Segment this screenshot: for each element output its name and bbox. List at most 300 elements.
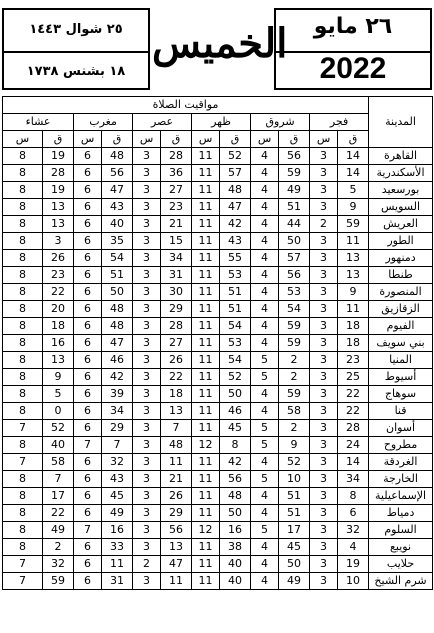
hours-cell: 3 (310, 454, 338, 471)
hours-cell: 3 (310, 352, 338, 369)
minutes-cell: 11 (338, 301, 369, 318)
minutes-cell: 51 (220, 301, 251, 318)
hours-cell: 5 (251, 352, 279, 369)
hours-cell: 3 (310, 199, 338, 216)
minutes-cell: 28 (161, 148, 192, 165)
minutes-cell: 43 (220, 233, 251, 250)
minutes-cell: 48 (220, 488, 251, 505)
table-row (3, 165, 433, 182)
minutes-cell: 42 (220, 216, 251, 233)
hours-cell: 11 (192, 386, 220, 403)
hours-cell: 6 (74, 369, 102, 386)
hours-cell: 3 (310, 267, 338, 284)
table-row (3, 318, 433, 335)
header (2, 2, 432, 92)
minutes-cell: 58 (279, 403, 310, 420)
city-name: قنا (369, 403, 433, 420)
minutes-cell: 56 (102, 165, 133, 182)
minutes-cell: 52 (220, 148, 251, 165)
table-row (3, 556, 433, 573)
table-row (3, 301, 433, 318)
hours-cell: 4 (251, 335, 279, 352)
minutes-cell: 17 (279, 522, 310, 539)
minutes-cell: 10 (338, 573, 369, 590)
hours-cell: 3 (133, 165, 161, 182)
prayer-header-maghrib: مغرب (74, 114, 133, 131)
hours-cell: 8 (3, 250, 43, 267)
hours-cell: 7 (3, 556, 43, 573)
minutes-cell: 29 (161, 505, 192, 522)
minutes-cell: 10 (279, 471, 310, 488)
minutes-cell: 5 (338, 182, 369, 199)
minutes-cell: 51 (279, 488, 310, 505)
city-name: الطور (369, 233, 433, 250)
hours-label: س (310, 131, 338, 148)
hours-cell: 4 (251, 284, 279, 301)
hours-cell: 8 (3, 369, 43, 386)
minutes-cell: 52 (279, 454, 310, 471)
table-row (3, 199, 433, 216)
minutes-cell: 18 (161, 386, 192, 403)
minutes-cell: 52 (220, 369, 251, 386)
hours-cell: 3 (310, 556, 338, 573)
minutes-cell: 19 (338, 556, 369, 573)
minutes-cell: 14 (338, 148, 369, 165)
minutes-cell: 42 (102, 369, 133, 386)
table-title: مواقيت الصلاة (3, 97, 369, 114)
minutes-cell: 34 (102, 403, 133, 420)
hours-cell: 11 (192, 352, 220, 369)
hours-cell: 3 (133, 488, 161, 505)
minutes-cell: 57 (279, 250, 310, 267)
table-row (3, 352, 433, 369)
hours-cell: 8 (3, 216, 43, 233)
hours-cell: 4 (251, 505, 279, 522)
minutes-cell: 48 (102, 318, 133, 335)
minutes-cell: 21 (161, 471, 192, 488)
minutes-cell: 0 (43, 403, 74, 420)
hours-cell: 6 (74, 318, 102, 335)
hours-cell: 8 (3, 148, 43, 165)
hours-cell: 6 (74, 335, 102, 352)
table-row (3, 250, 433, 267)
minutes-label: ق (338, 131, 369, 148)
city-name: نويبع (369, 539, 433, 556)
minutes-cell: 11 (102, 556, 133, 573)
minutes-cell: 48 (161, 437, 192, 454)
hours-cell: 3 (133, 573, 161, 590)
minutes-cell: 54 (102, 250, 133, 267)
hours-cell: 3 (310, 301, 338, 318)
minutes-cell: 47 (161, 556, 192, 573)
minutes-cell: 45 (279, 539, 310, 556)
hours-cell: 3 (310, 335, 338, 352)
table-row (3, 573, 433, 590)
minutes-cell: 57 (220, 165, 251, 182)
city-name: الغردقة (369, 454, 433, 471)
minutes-cell: 46 (102, 352, 133, 369)
minutes-cell: 19 (43, 148, 74, 165)
hours-cell: 4 (251, 573, 279, 590)
hours-cell: 3 (133, 522, 161, 539)
hours-cell: 5 (251, 522, 279, 539)
hours-cell: 8 (3, 301, 43, 318)
minutes-cell: 48 (102, 301, 133, 318)
minutes-cell: 2 (279, 420, 310, 437)
minutes-cell: 9 (338, 199, 369, 216)
hours-cell: 3 (133, 301, 161, 318)
minutes-cell: 22 (338, 386, 369, 403)
hours-cell: 5 (251, 369, 279, 386)
minutes-cell: 53 (279, 284, 310, 301)
hours-cell: 11 (192, 505, 220, 522)
hours-cell: 11 (192, 284, 220, 301)
hours-cell: 4 (251, 250, 279, 267)
city-name: مطروح (369, 437, 433, 454)
hours-cell: 8 (3, 165, 43, 182)
table-row (3, 386, 433, 403)
minutes-cell: 31 (102, 573, 133, 590)
hours-cell: 11 (192, 267, 220, 284)
table-row (3, 148, 433, 165)
hours-cell: 11 (192, 318, 220, 335)
minutes-cell: 46 (220, 403, 251, 420)
hours-cell: 4 (251, 403, 279, 420)
hours-cell: 5 (251, 420, 279, 437)
hours-cell: 3 (133, 216, 161, 233)
hours-cell: 11 (192, 199, 220, 216)
hours-cell: 6 (74, 165, 102, 182)
minutes-cell: 7 (161, 420, 192, 437)
minutes-cell: 35 (102, 233, 133, 250)
hours-cell: 6 (74, 250, 102, 267)
hours-cell: 4 (251, 318, 279, 335)
hours-cell: 3 (133, 284, 161, 301)
minutes-cell: 53 (220, 335, 251, 352)
minutes-cell: 33 (102, 539, 133, 556)
hours-cell: 6 (74, 284, 102, 301)
hours-label: س (3, 131, 43, 148)
table-row (3, 403, 433, 420)
minutes-cell: 24 (338, 437, 369, 454)
hours-cell: 11 (192, 403, 220, 420)
minutes-cell: 13 (338, 267, 369, 284)
hours-label: س (133, 131, 161, 148)
hijri-date: ٢٥ شوال ١٤٤٣ (29, 22, 123, 37)
hours-cell: 11 (192, 165, 220, 182)
minutes-cell: 43 (102, 471, 133, 488)
minutes-cell: 59 (43, 573, 74, 590)
minutes-cell: 32 (43, 556, 74, 573)
city-name: المنصورة (369, 284, 433, 301)
minutes-cell: 32 (338, 522, 369, 539)
city-name: شرم الشيخ (369, 573, 433, 590)
minutes-cell: 54 (220, 352, 251, 369)
minutes-cell: 9 (43, 369, 74, 386)
gregorian-box (274, 8, 432, 90)
hours-cell: 4 (251, 165, 279, 182)
minutes-cell: 23 (338, 352, 369, 369)
table-row (3, 182, 433, 199)
minutes-cell: 16 (43, 335, 74, 352)
table-body (3, 148, 433, 590)
table-row (3, 471, 433, 488)
hours-cell: 11 (192, 539, 220, 556)
hours-cell: 7 (3, 420, 43, 437)
minutes-cell: 7 (102, 437, 133, 454)
hours-cell: 3 (133, 505, 161, 522)
hours-cell: 3 (310, 165, 338, 182)
coptic-date: ١٨ بشنس ١٧٣٨ (26, 64, 126, 79)
hours-cell: 11 (192, 573, 220, 590)
minutes-cell: 13 (43, 352, 74, 369)
minutes-cell: 59 (279, 335, 310, 352)
hours-cell: 3 (310, 386, 338, 403)
minutes-cell: 56 (279, 148, 310, 165)
hours-cell: 6 (74, 403, 102, 420)
minutes-cell: 49 (279, 573, 310, 590)
minutes-cell: 11 (161, 573, 192, 590)
minutes-cell: 21 (161, 216, 192, 233)
city-name: العريش (369, 216, 433, 233)
minutes-label: ق (279, 131, 310, 148)
hours-label: س (192, 131, 220, 148)
hours-cell: 4 (251, 539, 279, 556)
hours-cell: 5 (251, 437, 279, 454)
hours-cell: 4 (251, 488, 279, 505)
hours-cell: 11 (192, 335, 220, 352)
hours-cell: 3 (133, 437, 161, 454)
hours-cell: 6 (74, 505, 102, 522)
city-column-header: المدينة (369, 97, 433, 148)
hours-cell: 8 (3, 522, 43, 539)
hours-cell: 6 (74, 471, 102, 488)
city-name: الفيوم (369, 318, 433, 335)
minutes-cell: 13 (161, 403, 192, 420)
hours-cell: 6 (74, 148, 102, 165)
minutes-cell: 56 (279, 267, 310, 284)
city-name: طنطا (369, 267, 433, 284)
minutes-cell: 47 (102, 335, 133, 352)
hours-cell: 6 (74, 488, 102, 505)
prayer-header-shorouk: شروق (251, 114, 310, 131)
minutes-cell: 18 (43, 318, 74, 335)
hours-cell: 11 (192, 216, 220, 233)
minutes-cell: 28 (338, 420, 369, 437)
minutes-cell: 4 (338, 539, 369, 556)
minutes-cell: 47 (220, 199, 251, 216)
minutes-cell: 56 (220, 471, 251, 488)
hours-cell: 2 (133, 556, 161, 573)
minutes-cell: 40 (102, 216, 133, 233)
hours-cell: 3 (133, 250, 161, 267)
minutes-cell: 50 (279, 556, 310, 573)
hours-cell: 7 (3, 573, 43, 590)
hours-cell: 3 (133, 352, 161, 369)
hours-cell: 6 (74, 386, 102, 403)
hours-cell: 2 (310, 216, 338, 233)
hours-cell: 4 (251, 556, 279, 573)
hours-cell: 6 (74, 556, 102, 573)
hours-cell: 3 (310, 505, 338, 522)
minutes-cell: 49 (43, 522, 74, 539)
day-name: الخميس (152, 20, 288, 67)
minutes-cell: 22 (43, 505, 74, 522)
minutes-cell: 29 (161, 301, 192, 318)
hours-cell: 12 (192, 522, 220, 539)
hours-cell: 11 (192, 556, 220, 573)
minutes-cell: 2 (279, 352, 310, 369)
hours-label: س (74, 131, 102, 148)
minutes-cell: 40 (43, 437, 74, 454)
hours-cell: 6 (74, 267, 102, 284)
hours-cell: 3 (310, 369, 338, 386)
hours-cell: 11 (192, 454, 220, 471)
prayer-header-asr: عصر (133, 114, 192, 131)
minutes-cell: 14 (338, 454, 369, 471)
hours-cell: 11 (192, 182, 220, 199)
prayer-times-table (2, 96, 433, 590)
hours-cell: 6 (74, 233, 102, 250)
minutes-cell: 3 (43, 233, 74, 250)
city-name: سوهاج (369, 386, 433, 403)
minutes-cell: 48 (220, 182, 251, 199)
city-name: أسوان (369, 420, 433, 437)
hours-cell: 4 (251, 301, 279, 318)
hours-cell: 7 (74, 522, 102, 539)
minutes-cell: 26 (161, 488, 192, 505)
minutes-cell: 48 (102, 148, 133, 165)
hours-cell: 8 (3, 488, 43, 505)
minutes-cell: 22 (161, 369, 192, 386)
minutes-cell: 47 (102, 182, 133, 199)
minutes-cell: 59 (279, 165, 310, 182)
hours-cell: 3 (310, 233, 338, 250)
hours-cell: 3 (310, 539, 338, 556)
minutes-cell: 53 (220, 267, 251, 284)
hours-cell: 11 (192, 301, 220, 318)
city-name: السلوم (369, 522, 433, 539)
minutes-cell: 18 (338, 318, 369, 335)
hours-cell: 8 (3, 386, 43, 403)
minutes-label: ق (161, 131, 192, 148)
minutes-cell: 22 (43, 284, 74, 301)
hours-cell: 6 (74, 573, 102, 590)
city-name: الخارجة (369, 471, 433, 488)
minutes-cell: 50 (220, 386, 251, 403)
minutes-cell: 9 (279, 437, 310, 454)
hours-cell: 4 (251, 182, 279, 199)
minutes-cell: 9 (338, 284, 369, 301)
hours-cell: 8 (3, 505, 43, 522)
hours-cell: 3 (133, 386, 161, 403)
hours-cell: 3 (133, 233, 161, 250)
hours-cell: 4 (251, 233, 279, 250)
minutes-cell: 50 (279, 233, 310, 250)
minutes-label: ق (43, 131, 74, 148)
hours-cell: 11 (192, 420, 220, 437)
table-row (3, 437, 433, 454)
hours-cell: 8 (3, 352, 43, 369)
minutes-cell: 50 (102, 284, 133, 301)
prayer-header-dhuhr: ظهر (192, 114, 251, 131)
hours-cell: 3 (310, 471, 338, 488)
minutes-cell: 13 (161, 539, 192, 556)
city-name: دمنهور (369, 250, 433, 267)
city-name: الأسكندرية (369, 165, 433, 182)
minutes-cell: 55 (220, 250, 251, 267)
minutes-cell: 34 (161, 250, 192, 267)
prayer-header-fajr: فجر (310, 114, 369, 131)
city-name: دمياط (369, 505, 433, 522)
minutes-cell: 8 (338, 488, 369, 505)
minutes-cell: 11 (338, 233, 369, 250)
hours-cell: 11 (192, 148, 220, 165)
prayer-header-isha: عشاء (3, 114, 74, 131)
hours-cell: 6 (74, 301, 102, 318)
hours-cell: 8 (3, 539, 43, 556)
minutes-cell: 5 (43, 386, 74, 403)
minutes-cell: 50 (220, 505, 251, 522)
minutes-cell: 58 (43, 454, 74, 471)
hours-cell: 4 (251, 454, 279, 471)
city-name: المنيا (369, 352, 433, 369)
hours-cell: 3 (133, 403, 161, 420)
hours-cell: 8 (3, 335, 43, 352)
table-row (3, 488, 433, 505)
year: 2022 (319, 52, 387, 85)
hours-cell: 7 (74, 437, 102, 454)
minutes-cell: 14 (338, 165, 369, 182)
minutes-cell: 30 (161, 284, 192, 301)
hours-cell: 11 (192, 233, 220, 250)
minutes-cell: 13 (43, 216, 74, 233)
city-name: القاهرة (369, 148, 433, 165)
minutes-cell: 2 (43, 539, 74, 556)
table-row (3, 335, 433, 352)
minutes-cell: 19 (43, 182, 74, 199)
minutes-cell: 49 (279, 182, 310, 199)
hours-cell: 11 (192, 471, 220, 488)
minutes-cell: 59 (279, 386, 310, 403)
minutes-cell: 54 (279, 301, 310, 318)
minutes-cell: 15 (161, 233, 192, 250)
hours-cell: 3 (310, 284, 338, 301)
hours-cell: 3 (310, 403, 338, 420)
minutes-cell: 27 (161, 182, 192, 199)
hours-cell: 5 (251, 471, 279, 488)
city-name: بورسعيد (369, 182, 433, 199)
minutes-cell: 17 (43, 488, 74, 505)
hours-cell: 8 (3, 403, 43, 420)
gregorian-date: ٢٦ مايو (313, 14, 393, 39)
minutes-cell: 59 (338, 216, 369, 233)
minutes-cell: 56 (161, 522, 192, 539)
minutes-cell: 43 (102, 199, 133, 216)
table-row (3, 267, 433, 284)
hours-cell: 8 (3, 471, 43, 488)
hours-cell: 6 (74, 199, 102, 216)
minutes-cell: 28 (161, 318, 192, 335)
hours-cell: 12 (192, 437, 220, 454)
hours-cell: 3 (133, 199, 161, 216)
hours-cell: 3 (133, 267, 161, 284)
hours-cell: 3 (133, 454, 161, 471)
table-row (3, 454, 433, 471)
minutes-cell: 16 (102, 522, 133, 539)
city-name: الزقازيق (369, 301, 433, 318)
hours-cell: 6 (74, 352, 102, 369)
